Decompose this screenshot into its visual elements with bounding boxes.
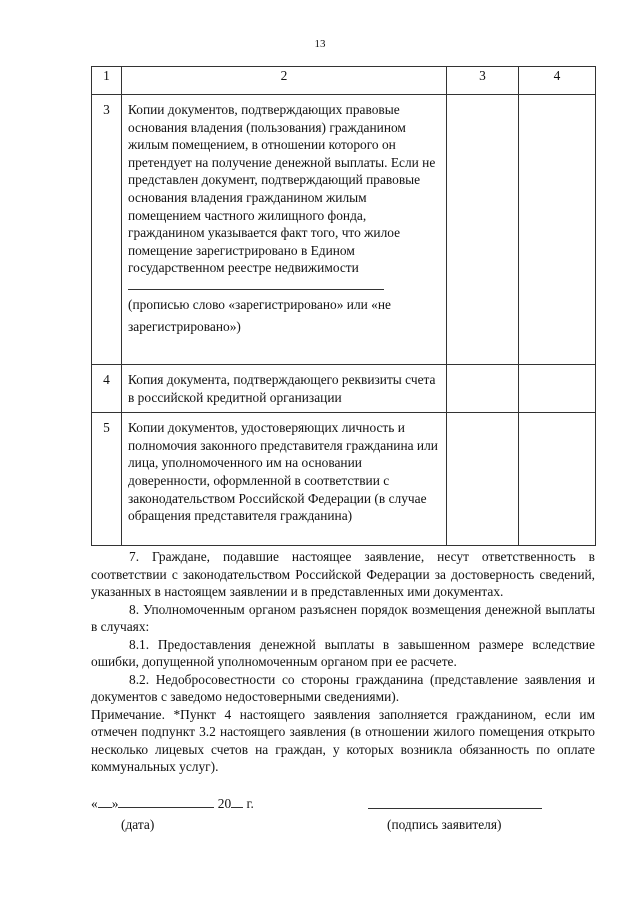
date-caption: (дата) xyxy=(121,817,155,832)
header-cell: 1 xyxy=(92,67,122,95)
row-cell-4 xyxy=(519,413,596,546)
row-cell-3 xyxy=(447,413,519,546)
day-blank xyxy=(98,795,112,808)
note: Примечание. *Пункт 4 настоящего заявления заполняется гражданином, если им отмечен подпункт 3.2 настоящего заявления (в отношении жилого помещения открыто несколько лицевых счетов на граждан, у которых возникла обязанность по оплате коммунальных услуг). xyxy=(91,706,595,774)
open-quote: « xyxy=(91,796,98,811)
body-text xyxy=(91,548,595,776)
signature-caption: (подпись заявителя) xyxy=(387,817,502,832)
year-blank xyxy=(231,795,243,808)
signature-line xyxy=(368,795,542,809)
table-row xyxy=(92,365,596,413)
row-cell-4 xyxy=(519,365,596,413)
header-cell: 2 xyxy=(122,67,447,95)
header-cell: 4 xyxy=(519,67,596,95)
documents-table xyxy=(91,66,596,546)
row-text: Копии документов, подтверждающих правовые основания владения (пользования) гражданином жилым помещением, в отношении которого он претендует на получение денежной выплаты. Если не представлен документ, подтверждающий правовые основания владения гражданином жилым помещением частного жилищного фонда, гражданином указывается факт того, что жилое помещение зарегистрировано в Едином государственном реестре недвижимости xyxy=(128,102,436,276)
paragraph-8-2: 8.2. Недобросовестности со стороны гражданина (представление заявления и документов с заведомо недостоверными сведениями). xyxy=(91,671,595,704)
year-suffix: г. xyxy=(243,796,254,811)
table-row xyxy=(92,413,596,546)
paragraph-7: 7. Граждане, подавшие настоящее заявление, несут ответственность в соответствии с законодательством Российской Федерации за достоверность сведений, указанных в настоящем заявлении и в представленных ими документах. xyxy=(91,549,595,599)
month-blank xyxy=(118,795,214,808)
table-header-row xyxy=(92,67,596,95)
row-number: 4 xyxy=(92,365,122,413)
row-cell-3 xyxy=(447,365,519,413)
row-number: 5 xyxy=(92,413,122,546)
paragraph-8: 8. Уполномоченным органом разъяснен порядок возмещения денежной выплаты в случаях: xyxy=(91,601,595,634)
paragraph-8-1: 8.1. Предоставления денежной выплаты в завышенном размере вследствие ошибки, допущенной уполномоченным органом при ее расчете. xyxy=(91,636,595,669)
row-description: Копия документа, подтверждающего реквизиты счета в российской кредитной организации xyxy=(122,365,447,413)
year-prefix: 20 xyxy=(217,796,232,811)
close-quote: » xyxy=(111,796,119,811)
row-number: 3 xyxy=(92,95,122,365)
row-description xyxy=(122,95,447,365)
row-cell-4 xyxy=(519,95,596,365)
registration-fill-line xyxy=(128,277,384,290)
date-field xyxy=(91,795,254,812)
row-cell-3 xyxy=(447,95,519,365)
page-number: 13 xyxy=(314,38,326,50)
table-row xyxy=(92,95,596,365)
row-description: Копии документов, удостоверяющих личность и полномочия законного представителя гражданина или лица, уполномоченного им на основании доверенности, оформленной в соответствии с законодательством Российской Федерации (в случае обращения представителя гражданина) xyxy=(122,413,447,546)
header-cell: 3 xyxy=(447,67,519,95)
row-hint: (прописью слово «зарегистрировано» или «не зарегистрировано») xyxy=(128,296,391,334)
